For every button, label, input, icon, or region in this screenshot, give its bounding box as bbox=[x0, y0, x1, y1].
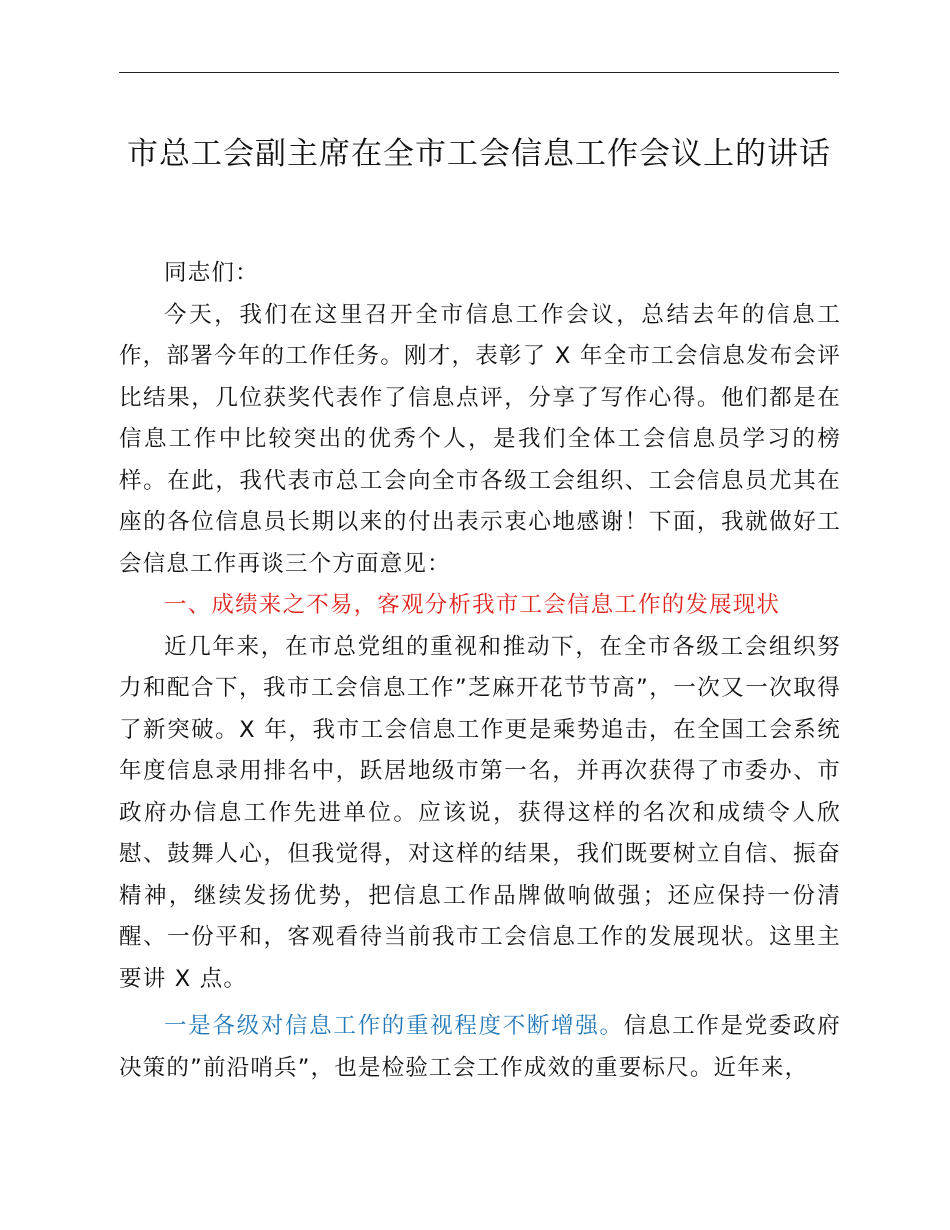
point-body-1: 信息工作是党委政府决策的”前沿哨兵”，也是检验工会工作成效的重要标尺。近年来， bbox=[119, 1013, 841, 1081]
paragraph-point-1 bbox=[119, 1006, 841, 1089]
paragraph-achievements: 近几年来，在市总党组的重视和推动下，在全市各级工会组织努力和配合下，我市工会信息工作”芝麻开花节节高”，一次又一次取得了新突破。X 年，我市工会信息工作更是乘势追击，在全国工会系统年度信息录用排名中，跃居地级市第一名，并再次获得了市委办、市政府办信息工作先进单位。应该说，获得这样的名次和成绩令人欣慰、鼓舞人心，但我觉得，对这样的结果，我们既要树立自信、振奋精神，继续发扬优势，把信息工作品牌做响做强；还应保持一份清醒、一份平和，客观看待当前我市工会信息工作的发展现状。这里主要讲 X 点。 bbox=[119, 633, 841, 992]
document-body bbox=[119, 253, 841, 1089]
point-heading-1: 一是各级对信息工作的重视程度不断增强。 bbox=[164, 1013, 624, 1039]
salutation: 同志们： bbox=[164, 260, 259, 286]
document-title: 市总工会副主席在全市工会信息工作会议上的讲话 bbox=[127, 136, 831, 172]
paragraph-intro: 今天，我们在这里召开全市信息工作会议，总结去年的信息工作，部署今年的工作任务。刚才，表彰了 X 年全市工会信息发布会评比结果，几位获奖代表作了信息点评，分享了写作心得。他们都是在信息工作中比较突出的优秀个人，是我们全体工会信息员学习的榜样。在此，我代表市总工会向全市各级工会组织、工会信息员尤其在座的各位信息员长期以来的付出表示衷心地感谢！下面，我就做好工会信息工作再谈三个方面意见： bbox=[119, 301, 841, 577]
header-rule bbox=[119, 72, 839, 73]
section-heading-1: 一、成绩来之不易，客观分析我市工会信息工作的发展现状 bbox=[164, 592, 781, 618]
